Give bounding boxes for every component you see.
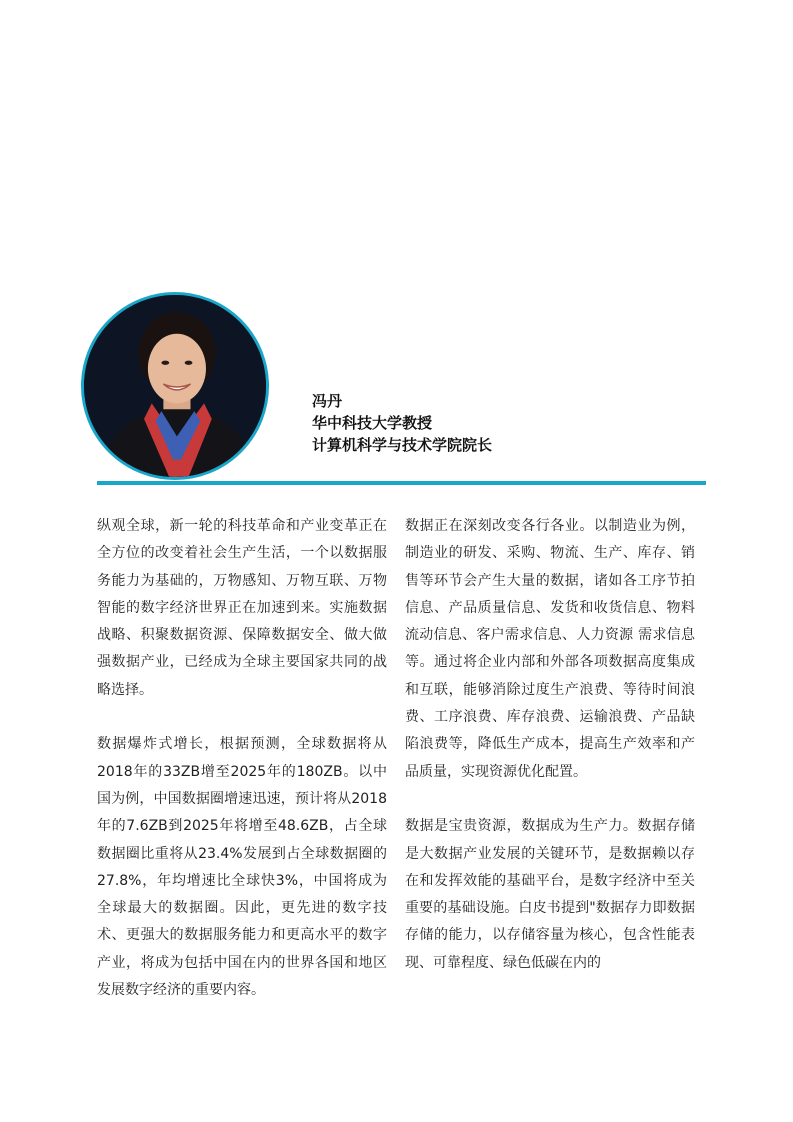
paragraph: 数据爆炸式增长，根据预测，全球数据将从2018年的33ZB增至2025年的180ZB。以中国为例，中国数据圈增速迅速，预计将从2018年的7.6ZB到2025年将增至48.6ZB，占全球数据圈比重将从23.4%发展到占全球数据圈的27.8%，年均增速比全球快3%，中国将成为全球最大的数据圈。因此，更先进的数字技术、更强大的数据服务能力和更高水平的数字产业，将成为包括中国在内的世界各国和地区发展数字经济的重要内容。 (97, 736, 387, 999)
author-photo (84, 295, 266, 477)
author-position: 计算机科学与技术学院院长 (312, 436, 493, 454)
paragraph: 纵观全球，新一轮的科技革命和产业变革正在全方位的改变着社会生产生活，一个以数据服务能力为基础的，万物感知、万物互联、万物智能的数字经济世界正在加速到来。实施数据战略、积聚数据资源、保障数据安全、做大做强数据产业，已经成为全球主要国家共同的战略选择。 (97, 518, 387, 698)
author-title: 华中科技大学教授 (312, 414, 433, 432)
section-divider (97, 481, 706, 485)
author-info (312, 390, 492, 456)
paragraph: 数据正在深刻改变各行各业。以制造业为例，制造业的研发、采购、物流、生产、库存、销售等环节会产生大量的数据，诸如各工序节拍信息、产品质量信息、发货和收货信息、物料流动信息、客户需求信息、人力资源 需求信息等。通过将企业内部和外部各项数据高度集成和互联，能够消除过度生产浪费、等待时间浪费、工序浪费、库存浪费、运输浪费、产品缺陷浪费等，降低生产成本，提高生产效率和产品质量，实现资源优化配置。 (405, 518, 695, 780)
right-column (405, 513, 695, 977)
left-column (97, 513, 387, 1004)
paragraph: 数据是宝贵资源，数据成为生产力。数据存储是大数据产业发展的关键环节，是数据赖以存在和发挥效能的基础平台，是数字经济中至关重要的基础设施。白皮书提到"数据存力即数据存储的能力，以存储容量为核心，包含性能表现、可靠程度、绿色低碳在内的 (405, 818, 695, 971)
author-portrait (81, 292, 269, 480)
author-name: 冯丹 (312, 392, 343, 410)
